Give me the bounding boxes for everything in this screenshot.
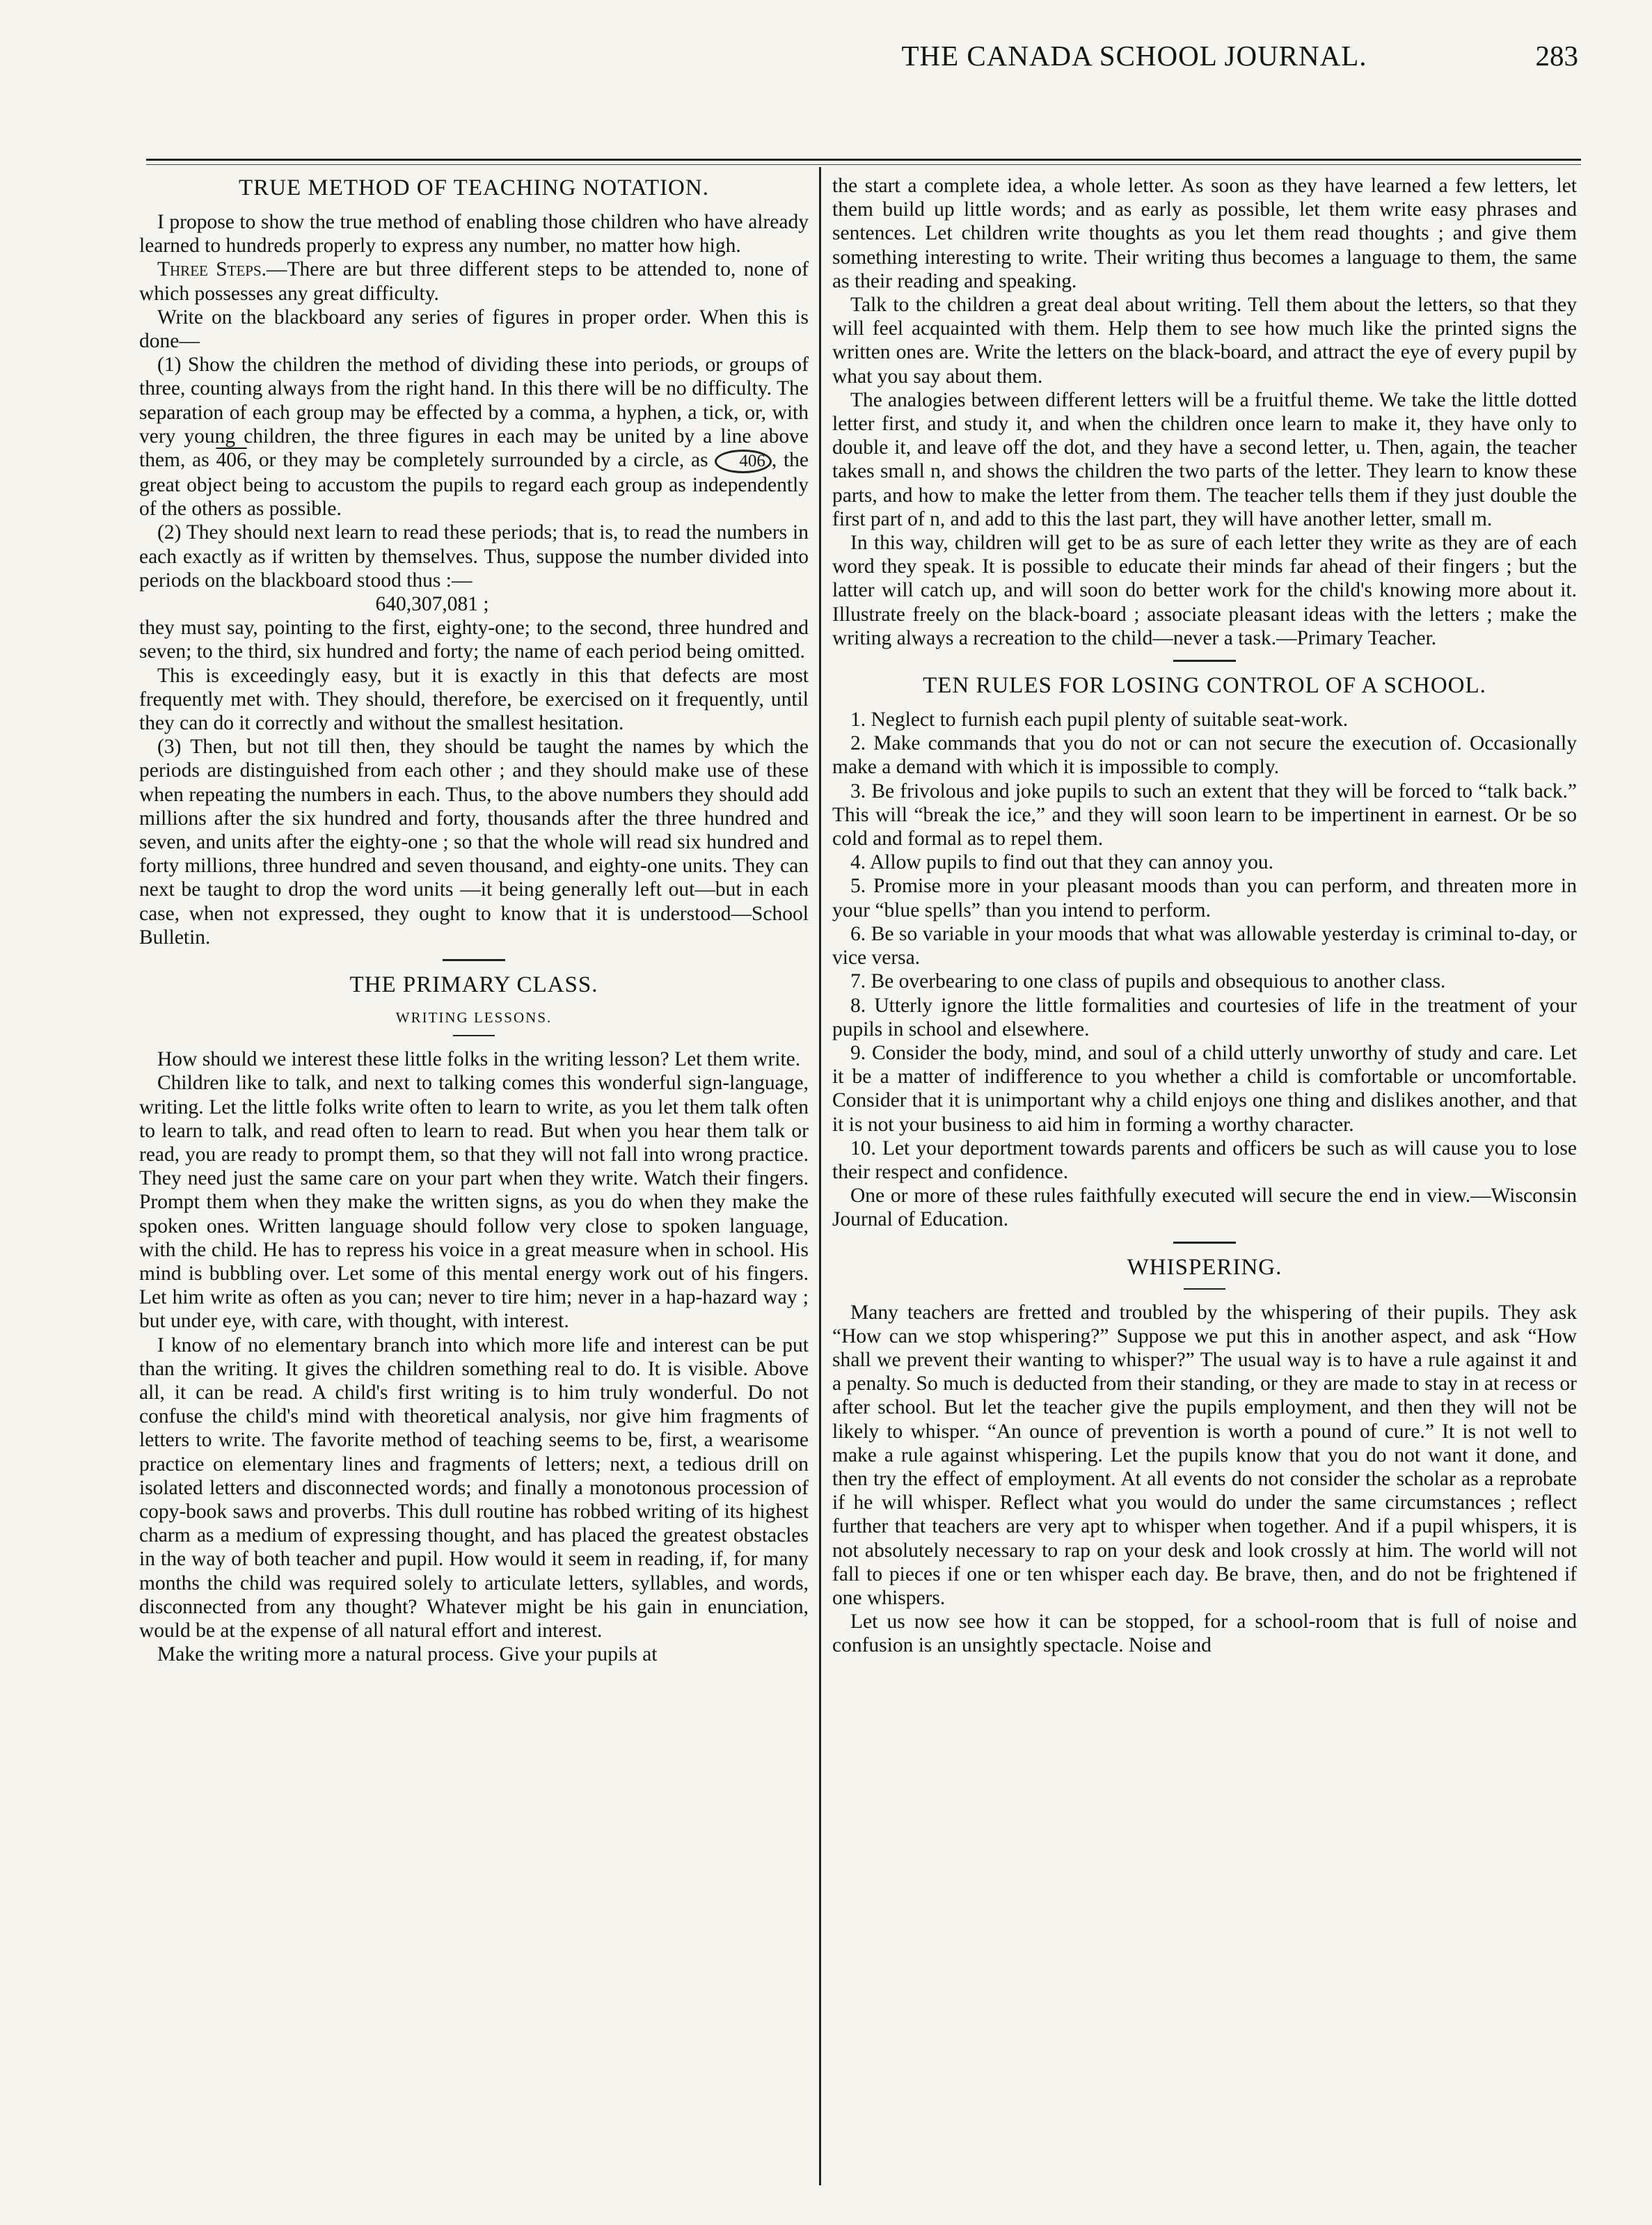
- paragraph: In this way, children will get to be as sure of each letter they write as they are of each word they speak. It is possible to educate their minds far ahead of their fingers ; but the latter will catch up, and will soon do better work for the child's knowing more about it. Illustrate freely on the black-board ; associate pleasant ideas with the letters ; make the writing always a recreation to the child—never a task.—Primary Teacher.: [832, 532, 1577, 649]
- paragraph-text: , or they may be completely surrounded by a circle, as: [246, 449, 708, 472]
- paragraph: they must say, pointing to the first, eighty-one; to the second, three hundred and seven; to the third, six hundred and forty; the name of each period being omitted.: [139, 617, 809, 663]
- section-rule: [1173, 1242, 1236, 1244]
- article-title-primary-class: THE PRIMARY CLASS.: [349, 972, 598, 998]
- article-title-ten-rules: TEN RULES FOR LOSING CONTROL OF A SCHOOL.: [923, 673, 1486, 699]
- header-rule-thin: [146, 164, 1581, 165]
- paragraph-text: , the great object being to accustom the pupils to regard each group as independently of the others as possible.: [139, 449, 809, 521]
- rule-item: 2. Make commands that you do not or can not secure the execution of. Occasionally make a demand with which it is impossible to comply.: [832, 732, 1577, 779]
- paragraph: Many teachers are fretted and troubled by the whispering of their pupils. They ask “How can we stop whispering?” Suppose we put this in another aspect, and ask “How shall we prevent their wanting to whisper?” The usual way is to have a rule against it and a penalty. So much is deducted from their standing, or they are made to stay in at recess or after school. But let the teacher give the pupils employment, and then they will not be likely to whisper. “An ounce of prevention is worth a pound of cure.” It is not well to make a rule against whispering. Let the pupils know that you do not want it done, and then try the effect of employment. At all events do not consider the scholar as a reprobate if he will whisper. Reflect what you would do under the same circumstances ; reflect further that teachers are very apt to whisper when together. And if a pupil whispers, it is not absolutely necessary to rap on your desk and look crossly at him. The world will not fall to pieces if one or ten whisper each day. Be brave, then, and do not be frightened if one whispers.: [832, 1301, 1577, 1609]
- run-in-heading: Three Steps.: [157, 258, 267, 281]
- article-title-whispering: WHISPERING.: [1127, 1254, 1282, 1280]
- left-column: [139, 174, 809, 2192]
- header-rule: [146, 159, 1581, 161]
- rule-item: 8. Utterly ignore the little formalities and courtesies of life in the treatment of your pupils in school and elsewhere.: [832, 994, 1577, 1040]
- paragraph: Write on the blackboard any series of figures in proper order. When this is done—: [139, 306, 809, 353]
- paragraph: (2) They should next learn to read these periods; that is, to read the numbers in each exactly as if written by themselves. Thus, suppose the number divided into periods on the blackboard stood thus :—: [139, 521, 809, 592]
- example-number: 640,307,081 ;: [375, 593, 489, 616]
- paragraph: One or more of these rules faithfully executed will secure the end in view.—Wisconsin Journal of Education.: [832, 1185, 1577, 1231]
- subtitle-rule: [453, 1035, 495, 1036]
- circled-group: 406: [715, 450, 772, 473]
- paragraph: the start a complete idea, a whole letter. As soon as they have learned a few letters, let them build up little words; and as early as possible, let them write easy phrases and sentences. Let children write thoughts as you let them read thoughts ; and give them something interesting to write. Their writing thus becomes a language to them, the same as their reading and speaking.: [832, 175, 1577, 292]
- paragraph-text: —There are but three different steps to be attended to, none of which possesses any great difficulty.: [139, 258, 809, 305]
- paragraph: I know of no elementary branch into which more life and interest can be put than the writing. It gives the children something real to do. It is visible. Above all, it can be read. A child's first writing is to him truly wonderful. Do not confuse the child's mind with theoretical analysis, nor give him fragments of letters to write. The favorite method of teaching seems to be, first, a wearisome practice on elementary lines and fragments of letters; next, a tedious drill on isolated letters and disconnected words; and finally a monotonous procession of copy-book saws and proverbs. This dull routine has robbed writing of its highest charm as a medium of expressing thought, and has placed the greatest obstacles in the way of both teacher and pupil. How would it seem in reading, if, for many months the child was required solely to articulate letters, syllables, and words, disconnected from any thought? Whatever might be his gain in enunciation, would be at the expense of all natural effort and interest.: [139, 1333, 809, 1642]
- rule-item: 10. Let your deportment towards parents and officers be such as will cause you to lose their respect and confidence.: [832, 1137, 1577, 1183]
- paragraph: Children like to talk, and next to talking comes this wonderful sign-language, writing. Let the little folks write often to learn to write, as you let them talk often to learn to talk, and read often to learn to read. But when you hear them talk or read, you are ready to prompt them, so that they will not fall into wrong practice. They need just the same care on your part when they write. Watch their fingers. Prompt them when they make the written signs, as you do when they make the spoken ones. Written language should follow very close to spoken language, with the child. He has to repress his voice in a great measure when in school. His mind is bubbling over. Let some of this mental energy work out of his fingers. Let him write as often as you can; never to tire him; never in a hap-hazard way ; but under eye, with care, with thought, with interest.: [139, 1072, 809, 1333]
- rule-item: 6. Be so variable in your moods that what was allowable yesterday is criminal to-day, or vice versa.: [832, 922, 1577, 969]
- overlined-group: 406: [216, 449, 247, 472]
- rule-item: 1. Neglect to furnish each pupil plenty of suitable seat-work.: [850, 708, 1349, 731]
- page-number: 283: [1535, 40, 1578, 72]
- paragraph: Make the writing more a natural process. Give your pupils at: [157, 1643, 658, 1666]
- rule-item: 7. Be overbearing to one class of pupils and obsequious to another class.: [850, 970, 1446, 993]
- section-rule: [1173, 660, 1236, 662]
- rule-item: 3. Be frivolous and joke pupils to such an extent that they will be forced to “talk back.” This will “break the ice,” and they will soon learn to be impertinent in earnest. Or be so cold and formal as to repel them.: [832, 779, 1577, 850]
- article-subtitle: WRITING LESSONS.: [395, 1009, 553, 1027]
- paragraph: How should we interest these little folks in the writing lesson? Let them write.: [157, 1048, 801, 1071]
- title-rule: [1184, 1288, 1225, 1290]
- paragraph: The analogies between different letters will be a fruitful theme. We take the little dotted letter first, and study it, and when the children once learn to make it, they have only to double it, and leave off the dot, and they have a second letter, u. Then, again, the teacher takes small n, and shows the children the two parts of the letter. They learn to know these parts, and how to make the letter from them. The teacher tells them if they just double the first part of n, and add to this the last part, they will have another letter, small m.: [832, 388, 1577, 530]
- paragraph-text: (1) Show the children the method of dividing these into periods, or groups of three, counting always from the right hand. In this there will be no difficulty. The separation of each group may be effected by a comma, a hyphen, a tick, or, with very young children, the three figures in each may be united by a line above them, as: [139, 354, 809, 472]
- paragraph: This is exceedingly easy, but it is exactly in this that defects are most frequently met with. They should, therefore, be exercised on it frequently, until they can do it correctly and without the smallest hesitation.: [139, 664, 809, 735]
- rule-item: 4. Allow pupils to find out that they can annoy you.: [850, 851, 1273, 874]
- section-rule: [443, 959, 505, 961]
- rule-item: 5. Promise more in your pleasant moods than you can perform, and threaten more in your “blue spells” than you intend to perform.: [832, 875, 1577, 921]
- paragraph: Talk to the children a great deal about writing. Tell them about the letters, so that they will feel acquainted with them. Help them to see how much like the printed signs the written ones are. Write the letters on the black-board, and attract the eye of every pupil by what you say about them.: [832, 294, 1577, 388]
- paragraph: (3) Then, but not till then, they should be taught the names by which the periods are distinguished from each other ; and they should make use of these when repeating the numbers in each. Thus, to the above numbers they should add millions after the six hundred and forty, thousands after the three hundred and seven, and units after the eighty-one ; so that the whole will read six hundred and forty millions, three hundred and seven thousand, and eighty-one units. They can next be taught to drop the word units —it being generally left out—but in each case, when not expressed, they ought to know that it is understood—School Bulletin.: [139, 736, 809, 949]
- paragraph: I propose to show the true method of enabling those children who have already learned to hundreds properly to express any number, no matter how high.: [139, 211, 809, 258]
- column-divider: [819, 167, 821, 2185]
- paragraph: Let us now see how it can be stopped, for a school-room that is full of noise and confusion is an unsightly spectacle. Noise and: [832, 1610, 1577, 1657]
- rule-item: 9. Consider the body, mind, and soul of a child utterly unworthy of study and care. Let it be a matter of indifference to you whether a child is comfortable or uncomfortable. Consider that it is unimportant why a child enjoys one thing and dislikes another, and that it is not your business to aid him in forming a worthy character.: [832, 1041, 1577, 1136]
- journal-title: THE CANADA SCHOOL JOURNAL.: [901, 40, 1367, 72]
- paragraph: [139, 353, 809, 521]
- right-column: [832, 174, 1577, 2192]
- article-title-notation: TRUE METHOD OF TEACHING NOTATION.: [239, 175, 709, 200]
- paragraph: [139, 258, 809, 305]
